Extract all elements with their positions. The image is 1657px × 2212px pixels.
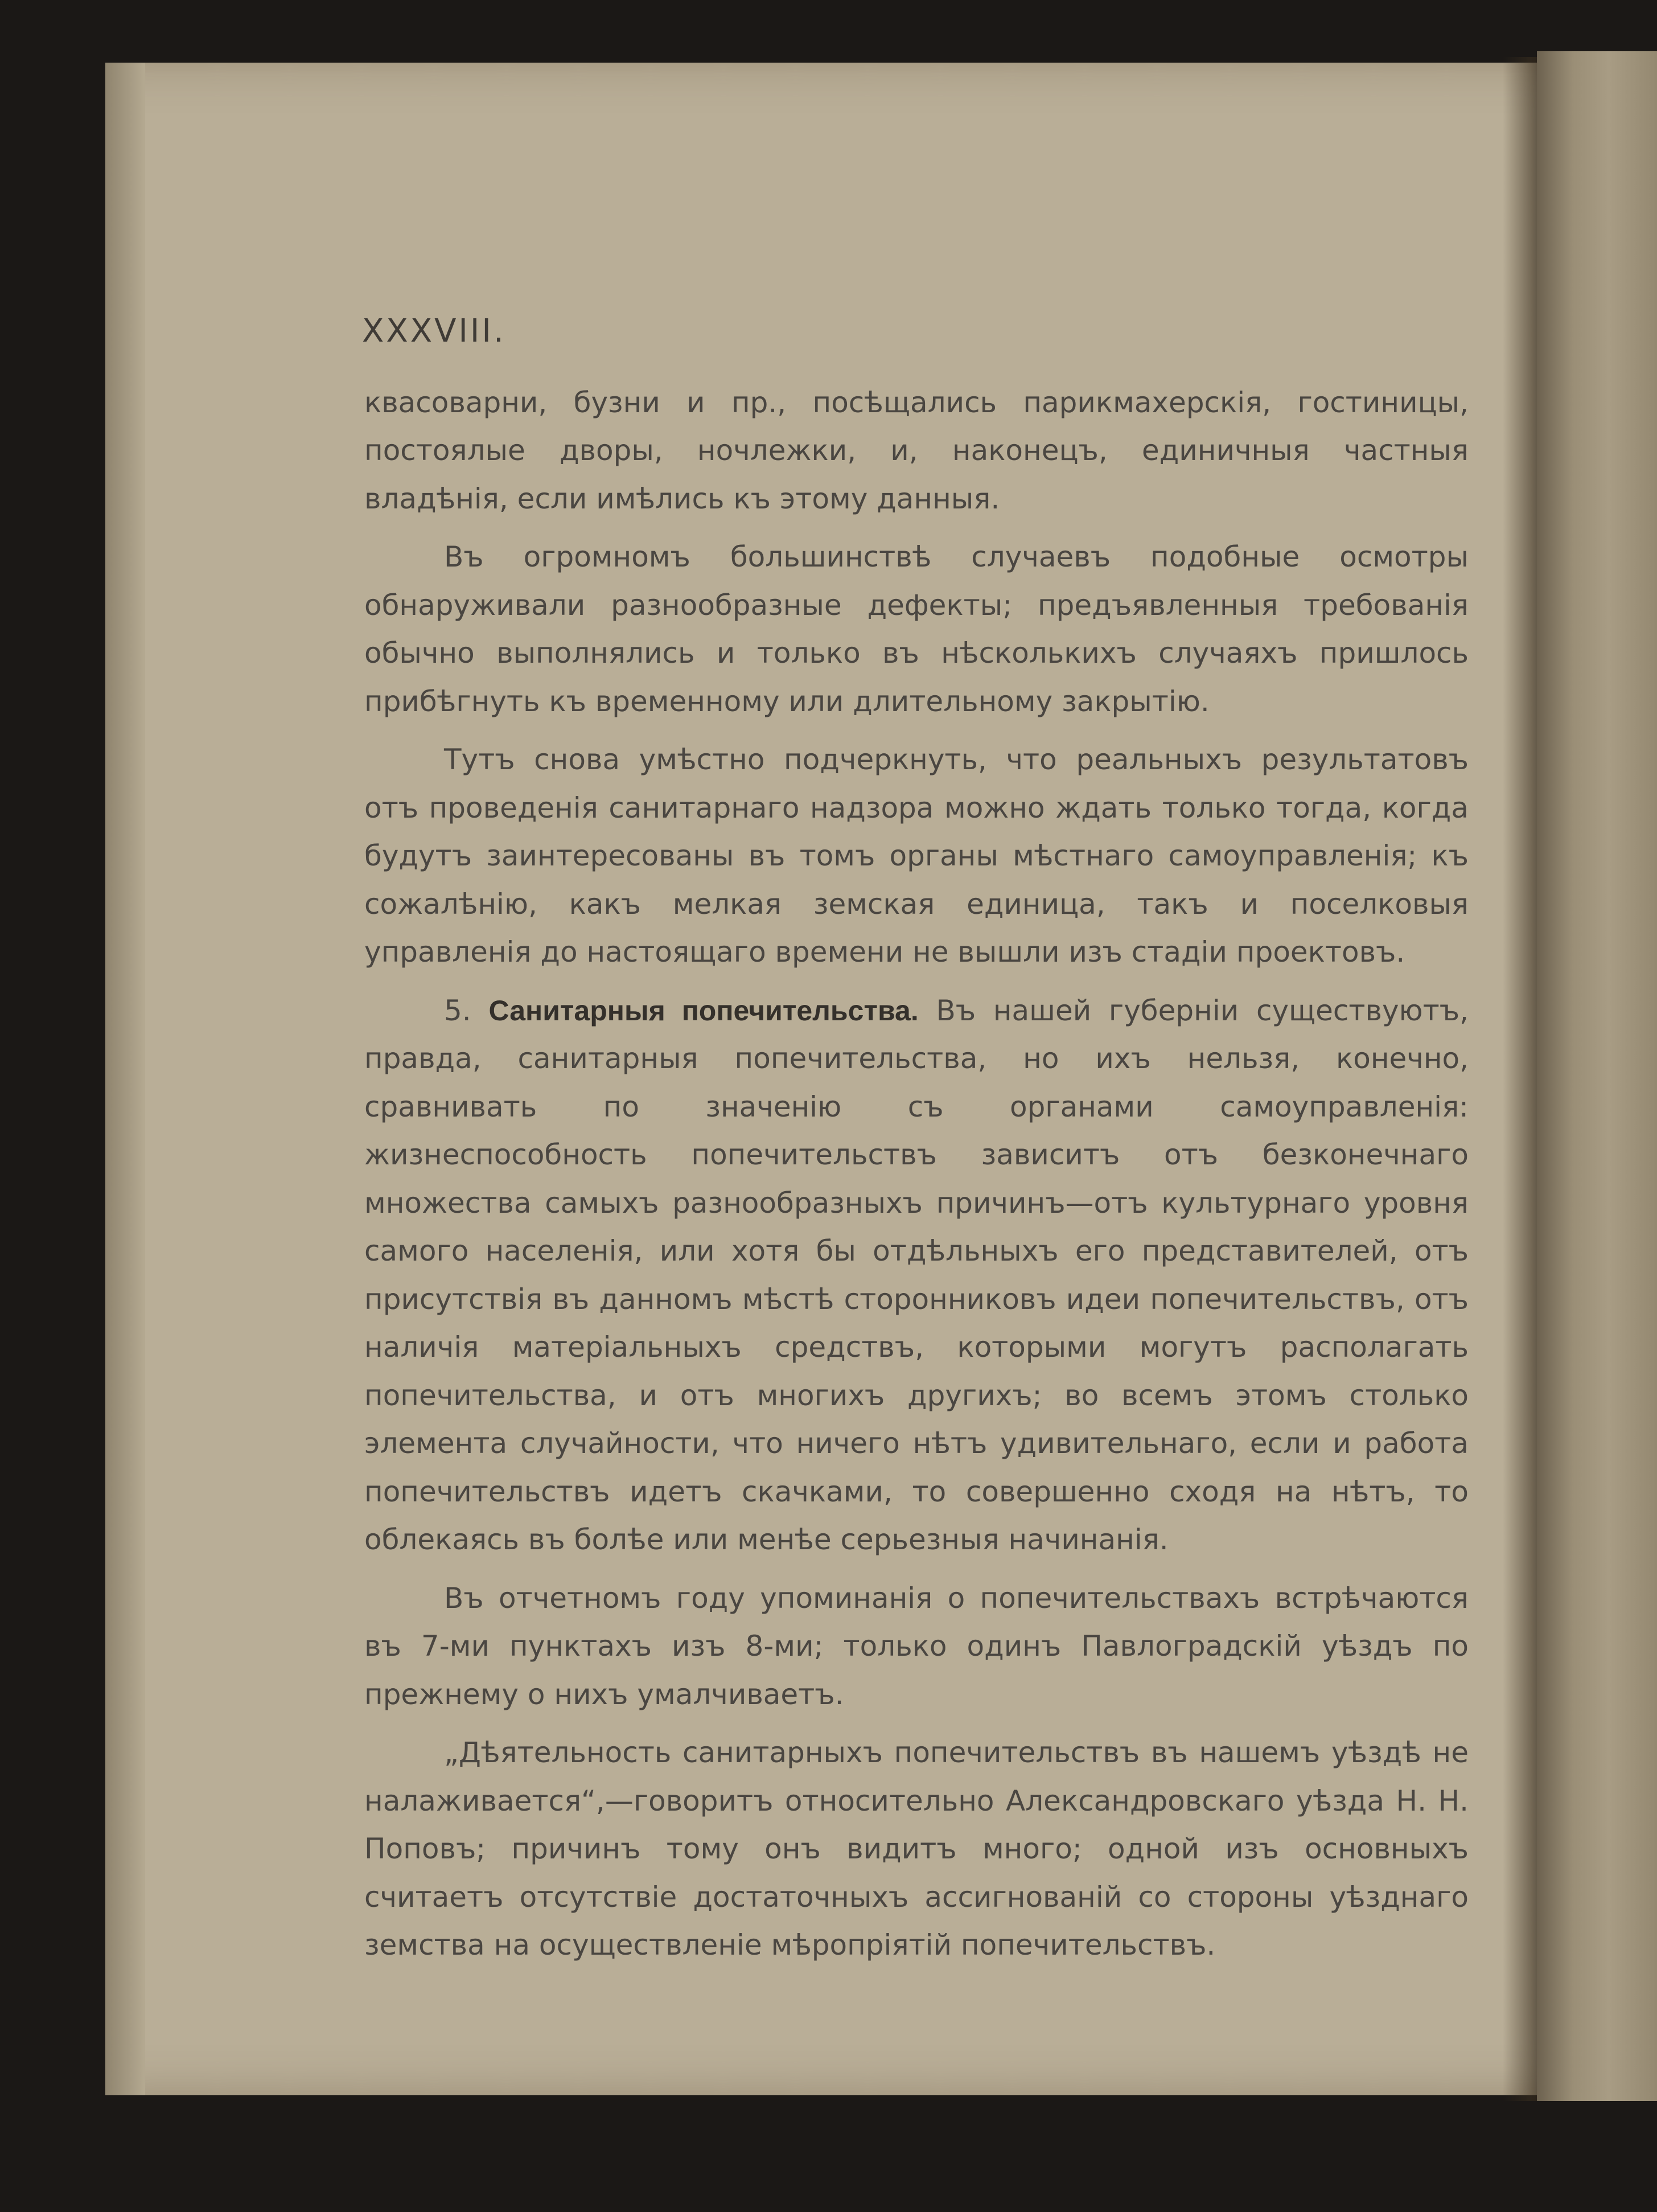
section-number: 5. (444, 994, 471, 1027)
paragraph-4 (364, 987, 1469, 1564)
page-number: XXXVIII. (362, 313, 506, 350)
paragraph-6 (364, 1729, 1469, 1969)
paragraph-3 (364, 736, 1469, 976)
paragraph-5-text: Въ отчетномъ году упоминанія о попечительствахъ встрѣчаются въ 7-ми пунктахъ изъ 8-ми; только одинъ Павлоградскій уѣздъ по прежнему о нихъ умалчиваетъ. (364, 1581, 1469, 1711)
paragraph-2-text: Въ огромномъ большинствѣ случаевъ подобные осмотры обнаруживали разнообразные дефекты; предъявленныя требованія обычно выполнялись и только въ нѣсколькихъ случаяхъ пришлось прибѣгнуть къ временному или длительному закрытію. (364, 540, 1469, 718)
paragraph-1 (364, 379, 1469, 523)
paragraph-4-text: Въ нашей губерніи существуютъ, правда, санитарныя попечительства, но ихъ нельзя, конечно, сравнивать по значенію съ органами самоуправленія: жизнеспособность попечительствъ зависитъ отъ безконечнаго множества самыхъ разнообразныхъ причинъ—отъ культурнаго уровня самого населенія, или хотя бы отдѣльныхъ его представителей, отъ присутствія въ данномъ мѣстѣ сторонниковъ идеи попечительствъ, отъ наличія матеріальныхъ средствъ, которыми могутъ располагать попечительства, и отъ многихъ другихъ; во всемъ этомъ столько элемента случайности, что ничего нѣтъ удивительнаго, если и работа попечительствъ идетъ скачками, то совершенно сходя на нѣтъ, то облекаясь въ болѣе или менѣе серьезныя начинанія. (364, 994, 1469, 1556)
paragraph-1-text: квасоварни, бузни и пр., посѣщались парикмахерскія, гостиницы, постоялые дворы, ночлежки, и, наконецъ, единичныя частныя владѣнія, если имѣлись къ этому данныя. (364, 385, 1469, 515)
section-heading: Санитарныя попечительства. (488, 994, 919, 1027)
page-text-block (364, 307, 1469, 1980)
facing-page-edge (1537, 51, 1657, 2101)
paragraph-6-text: „Дѣятельность санитарныхъ попечительствъ въ нашемъ уѣздѣ не налаживается“,—говоритъ относительно Александровскаго уѣзда Н. Н. Поповъ; причинъ тому онъ видитъ много; одной изъ основныхъ считаетъ отсутствіе достаточныхъ ассигнованій со стороны уѣзднаго земства на осуществленіе мѣропріятій попечительствъ. (364, 1736, 1469, 1961)
page-stack-edge (105, 63, 145, 2095)
paragraph-3-text: Тутъ снова умѣстно подчеркнуть, что реальныхъ результатовъ отъ проведенія санитарнаго надзора можно ждать только тогда, когда будутъ заинтересованы въ томъ органы мѣстнаго самоуправленія; къ сожалѣнію, какъ мелкая земская единица, такъ и поселковыя управленія до настоящаго времени не вышли изъ стадіи проектовъ. (364, 743, 1469, 968)
paragraph-5 (364, 1574, 1469, 1719)
paragraph-2 (364, 533, 1469, 725)
